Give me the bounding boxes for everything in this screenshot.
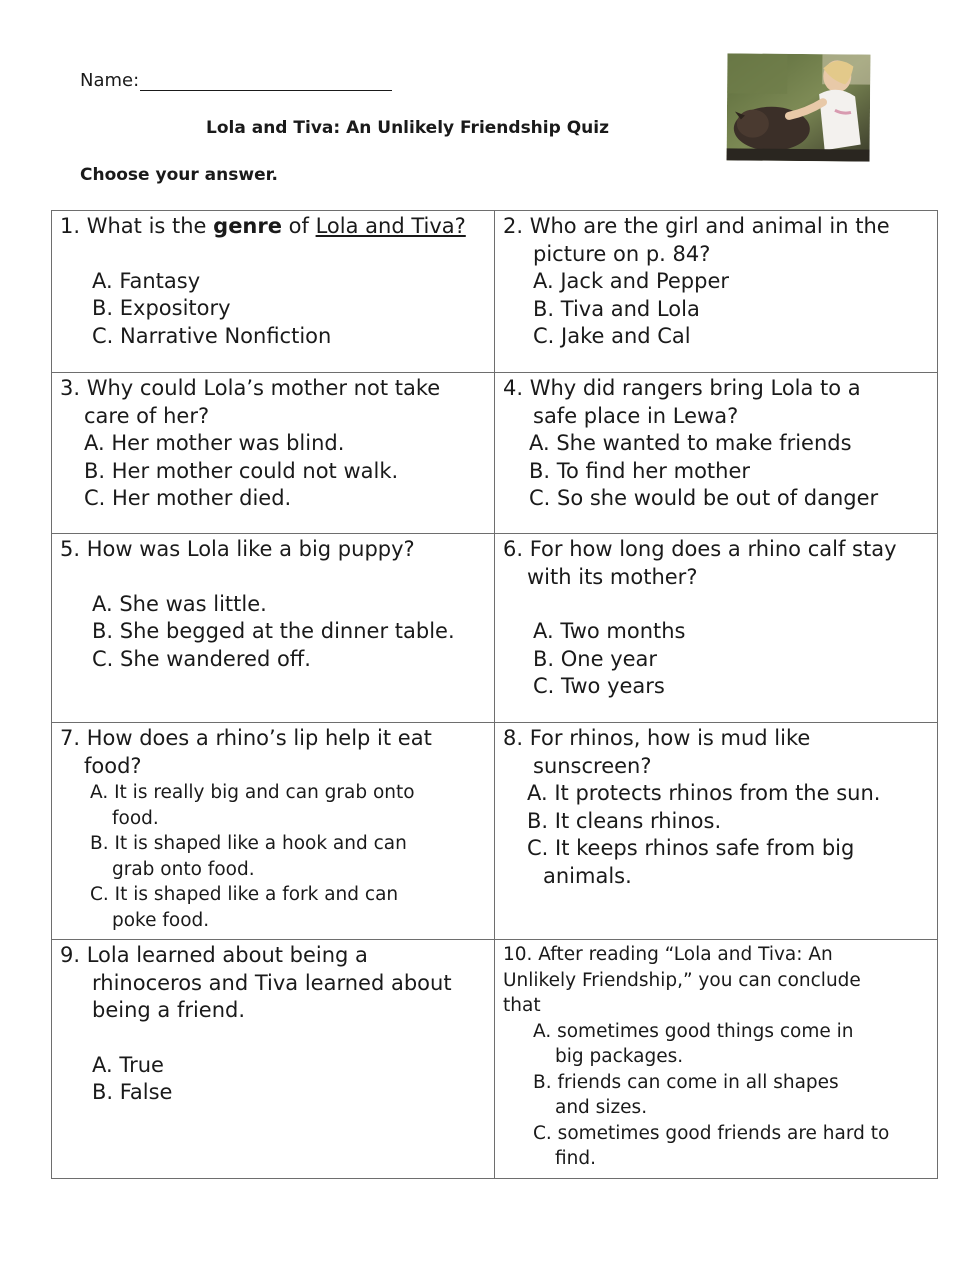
question-6-stem-cont: with its mother? [527,564,698,589]
girl-and-rhino-photo [727,53,871,161]
question-5 [52,534,495,723]
question-2-stem-cont: picture on p. 84? [533,241,711,266]
question-3 [52,373,495,534]
question-7-option-a[interactable]: A. It is really big and can grab onto [90,782,415,803]
question-10 [495,940,938,1179]
question-3-option-c[interactable]: C. Her mother died. [84,486,292,510]
quiz-title: Lola and Tiva: An Unlikely Friendship Quiz [206,118,609,138]
question-4 [495,373,938,534]
question-7-option-a-cont: food. [112,807,159,829]
question-1-option-c[interactable]: C. Narrative Nonfiction [92,323,332,348]
question-7-option-c[interactable]: C. It is shaped like a fork and can [90,884,399,905]
question-5-option-a[interactable]: A. She was little. [92,591,267,616]
question-9-stem-cont-1: rhinoceros and Tiva learned about [92,970,452,995]
question-8-stem-cont: sunscreen? [533,753,652,778]
name-label: Name: [80,70,140,91]
question-8-option-c[interactable]: C. It keeps rhinos safe from big [527,836,855,860]
question-3-option-a[interactable]: A. Her mother was blind. [84,431,345,455]
question-3-option-b[interactable]: B. Her mother could not walk. [84,458,399,483]
quiz-table [51,210,938,1179]
question-5-option-c[interactable]: C. She wandered off. [92,646,311,671]
question-10-option-b[interactable]: B. friends can come in all shapes [533,1071,839,1093]
question-9-stem-cont-2: being a friend. [92,998,246,1022]
question-10-option-c-cont: find. [555,1148,597,1169]
name-blank[interactable] [140,72,392,91]
question-7-option-b-cont: grab onto food. [112,858,255,880]
question-7-option-b[interactable]: B. It is shaped like a hook and can [90,833,407,854]
question-4-option-a[interactable]: A. She wanted to make friends [529,431,852,455]
question-8-option-a[interactable]: A. It protects rhinos from the sun. [527,781,881,805]
question-3-stem-cont: care of her? [84,403,210,428]
question-2-option-b[interactable]: B. Tiva and Lola [533,296,700,321]
question-4-stem-cont: safe place in Lewa? [533,403,739,428]
question-4-stem: 4. Why did rangers bring Lola to a [503,376,861,400]
question-7 [52,723,495,940]
question-10-option-c[interactable]: C. sometimes good friends are hard to [533,1122,890,1144]
question-8-option-c-cont: animals. [543,863,632,888]
question-10-option-a-cont: big packages. [555,1046,684,1067]
question-1-option-b[interactable]: B. Expository [92,296,231,320]
question-2-option-a[interactable]: A. Jack and Pepper [533,269,730,293]
question-2-stem: 2. Who are the girl and animal in the [503,214,890,238]
question-4-option-c[interactable]: C. So she would be out of danger [529,486,879,510]
question-6-option-c[interactable]: C. Two years [533,674,665,698]
instructions: Choose your answer. [80,165,279,185]
question-4-option-b[interactable]: B. To find her mother [529,458,751,483]
question-7-stem-cont: food? [84,753,142,778]
question-8-option-b[interactable]: B. It cleans rhinos. [527,808,722,833]
question-7-stem: 7. How does a rhino’s lip help it eat [60,726,432,750]
question-9-stem: 9. Lola learned about being a [60,943,368,967]
question-8-stem: 8. For rhinos, how is mud like [503,726,811,750]
question-7-option-c-cont: poke food. [112,909,210,931]
question-10-stem-cont-2: that [503,995,541,1016]
name-field[interactable] [80,70,392,91]
question-2 [495,211,938,373]
question-3-stem: 3. Why could Lola’s mother not take [60,376,441,400]
question-9-option-b[interactable]: B. False [92,1080,173,1104]
question-6 [495,534,938,723]
question-1-stem: 1. What is the genre of Lola and Tiva? [60,214,466,238]
question-10-stem-cont-1: Unlikely Friendship,” you can conclude [503,969,861,991]
question-6-option-b[interactable]: B. One year [533,646,658,671]
question-5-option-b[interactable]: B. She begged at the dinner table. [92,619,455,643]
question-10-stem: 10. After reading “Lola and Tiva: An [503,944,833,965]
question-6-option-a[interactable]: A. Two months [533,619,686,643]
question-10-option-a[interactable]: A. sometimes good things come in [533,1020,854,1042]
question-2-option-c[interactable]: C. Jake and Cal [533,324,691,348]
question-8 [495,723,938,940]
question-9 [52,940,495,1179]
question-9-option-a[interactable]: A. True [92,1052,164,1077]
question-1-option-a[interactable]: A. Fantasy [92,268,201,293]
question-1 [52,211,495,373]
question-5-stem: 5. How was Lola like a big puppy? [60,537,415,561]
question-10-option-b-cont: and sizes. [555,1097,648,1118]
question-6-stem: 6. For how long does a rhino calf stay [503,537,897,561]
